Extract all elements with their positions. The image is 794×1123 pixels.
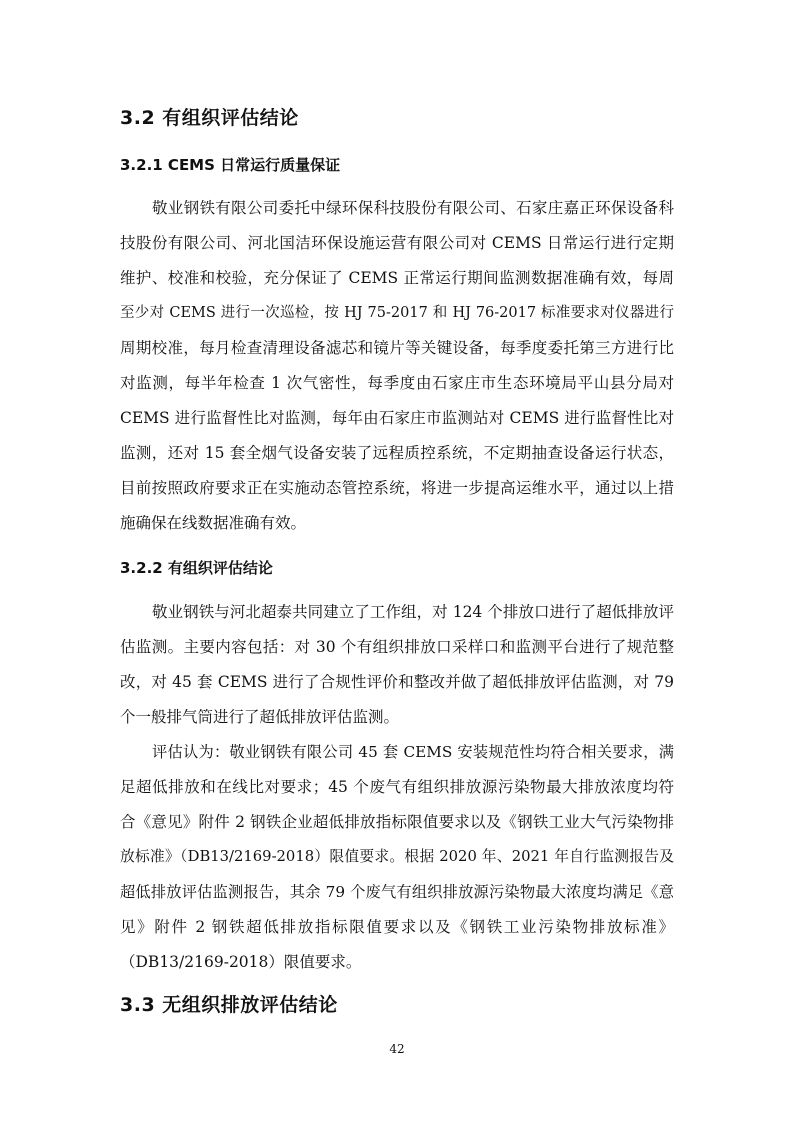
- paragraph-line: 合《意见》附件 2 钢铁企业超低排放指标限值要求以及《钢铁工业大气污染物排: [120, 813, 674, 831]
- paragraph-line: 评估认为：敬业钢铁有限公司 45 套 CEMS 安装规范性均符合相关要求，满: [152, 743, 674, 761]
- paragraph-line: CEMS 进行监督性比对监测，每年由石家庄市监测站对 CEMS 进行监督性比对: [120, 409, 674, 427]
- paragraph-line: （DB13/2169-2018）限值要求。: [120, 953, 362, 971]
- paragraph-line: 超低排放评估监测报告，其余 79 个废气有组织排放源污染物最大浓度均满足《意: [120, 883, 674, 901]
- subsection-heading-3-2-2: 3.2.2 有组织评估结论: [120, 559, 273, 577]
- paragraph-line: 对监测，每半年检查 1 次气密性，每季度由石家庄市生态环境局平山县分局对: [120, 374, 674, 392]
- paragraph-line: 技股份有限公司、河北国洁环保设施运营有限公司对 CEMS 日常运行进行定期: [120, 234, 674, 252]
- paragraph-line: 目前按照政府要求正在实施动态管控系统，将进一步提高运维水平，通过以上措: [120, 479, 674, 497]
- section-heading-3-3: 3.3 无组织排放评估结论: [120, 994, 338, 1016]
- paragraph-line: 个一般排气筒进行了超低排放评估监测。: [120, 708, 400, 726]
- paragraph-line: 敬业钢铁有限公司委托中绿环保科技股份有限公司、石家庄嘉正环保设备科: [152, 199, 674, 217]
- paragraph-line: 周期校准，每月检查清理设备滤芯和镜片等关键设备，每季度委托第三方进行比: [120, 339, 674, 357]
- paragraph-line: 放标准》（DB13/2169-2018）限值要求。根据 2020 年、2021 年自行监测报告及: [120, 848, 674, 865]
- paragraph-line: 施确保在线数据准确有效。: [120, 514, 307, 532]
- paragraph-line: 足超低排放和在线比对要求；45 个废气有组织排放源污染物最大排放浓度均符: [120, 778, 674, 796]
- paragraph-line: 估监测。主要内容包括：对 30 个有组织排放口采样口和监测平台进行了规范整: [120, 638, 674, 656]
- paragraph-line: 见》附件 2 钢铁超低排放指标限值要求以及《钢铁工业污染物排放标准》: [120, 918, 674, 936]
- paragraph-line: 至少对 CEMS 进行一次巡检，按 HJ 75-2017 和 HJ 76-2017 标准要求对仪器进行: [120, 305, 674, 321]
- subsection-heading-3-2-1: 3.2.1 CEMS 日常运行质量保证: [120, 156, 341, 174]
- page-number: 42: [389, 1042, 405, 1056]
- section-heading-3-2: 3.2 有组织评估结论: [120, 107, 299, 129]
- paragraph-line: 维护、校准和校验，充分保证了 CEMS 正常运行期间监测数据准确有效，每周: [120, 269, 674, 287]
- paragraph-line: 改，对 45 套 CEMS 进行了合规性评价和整改并做了超低排放评估监测，对 79: [120, 673, 674, 691]
- paragraph-line: 敬业钢铁与河北超泰共同建立了工作组，对 124 个排放口进行了超低排放评: [152, 603, 674, 621]
- paragraph-line: 监测，还对 15 套全烟气设备安装了远程质控系统，不定期抽查设备运行状态，: [120, 444, 674, 462]
